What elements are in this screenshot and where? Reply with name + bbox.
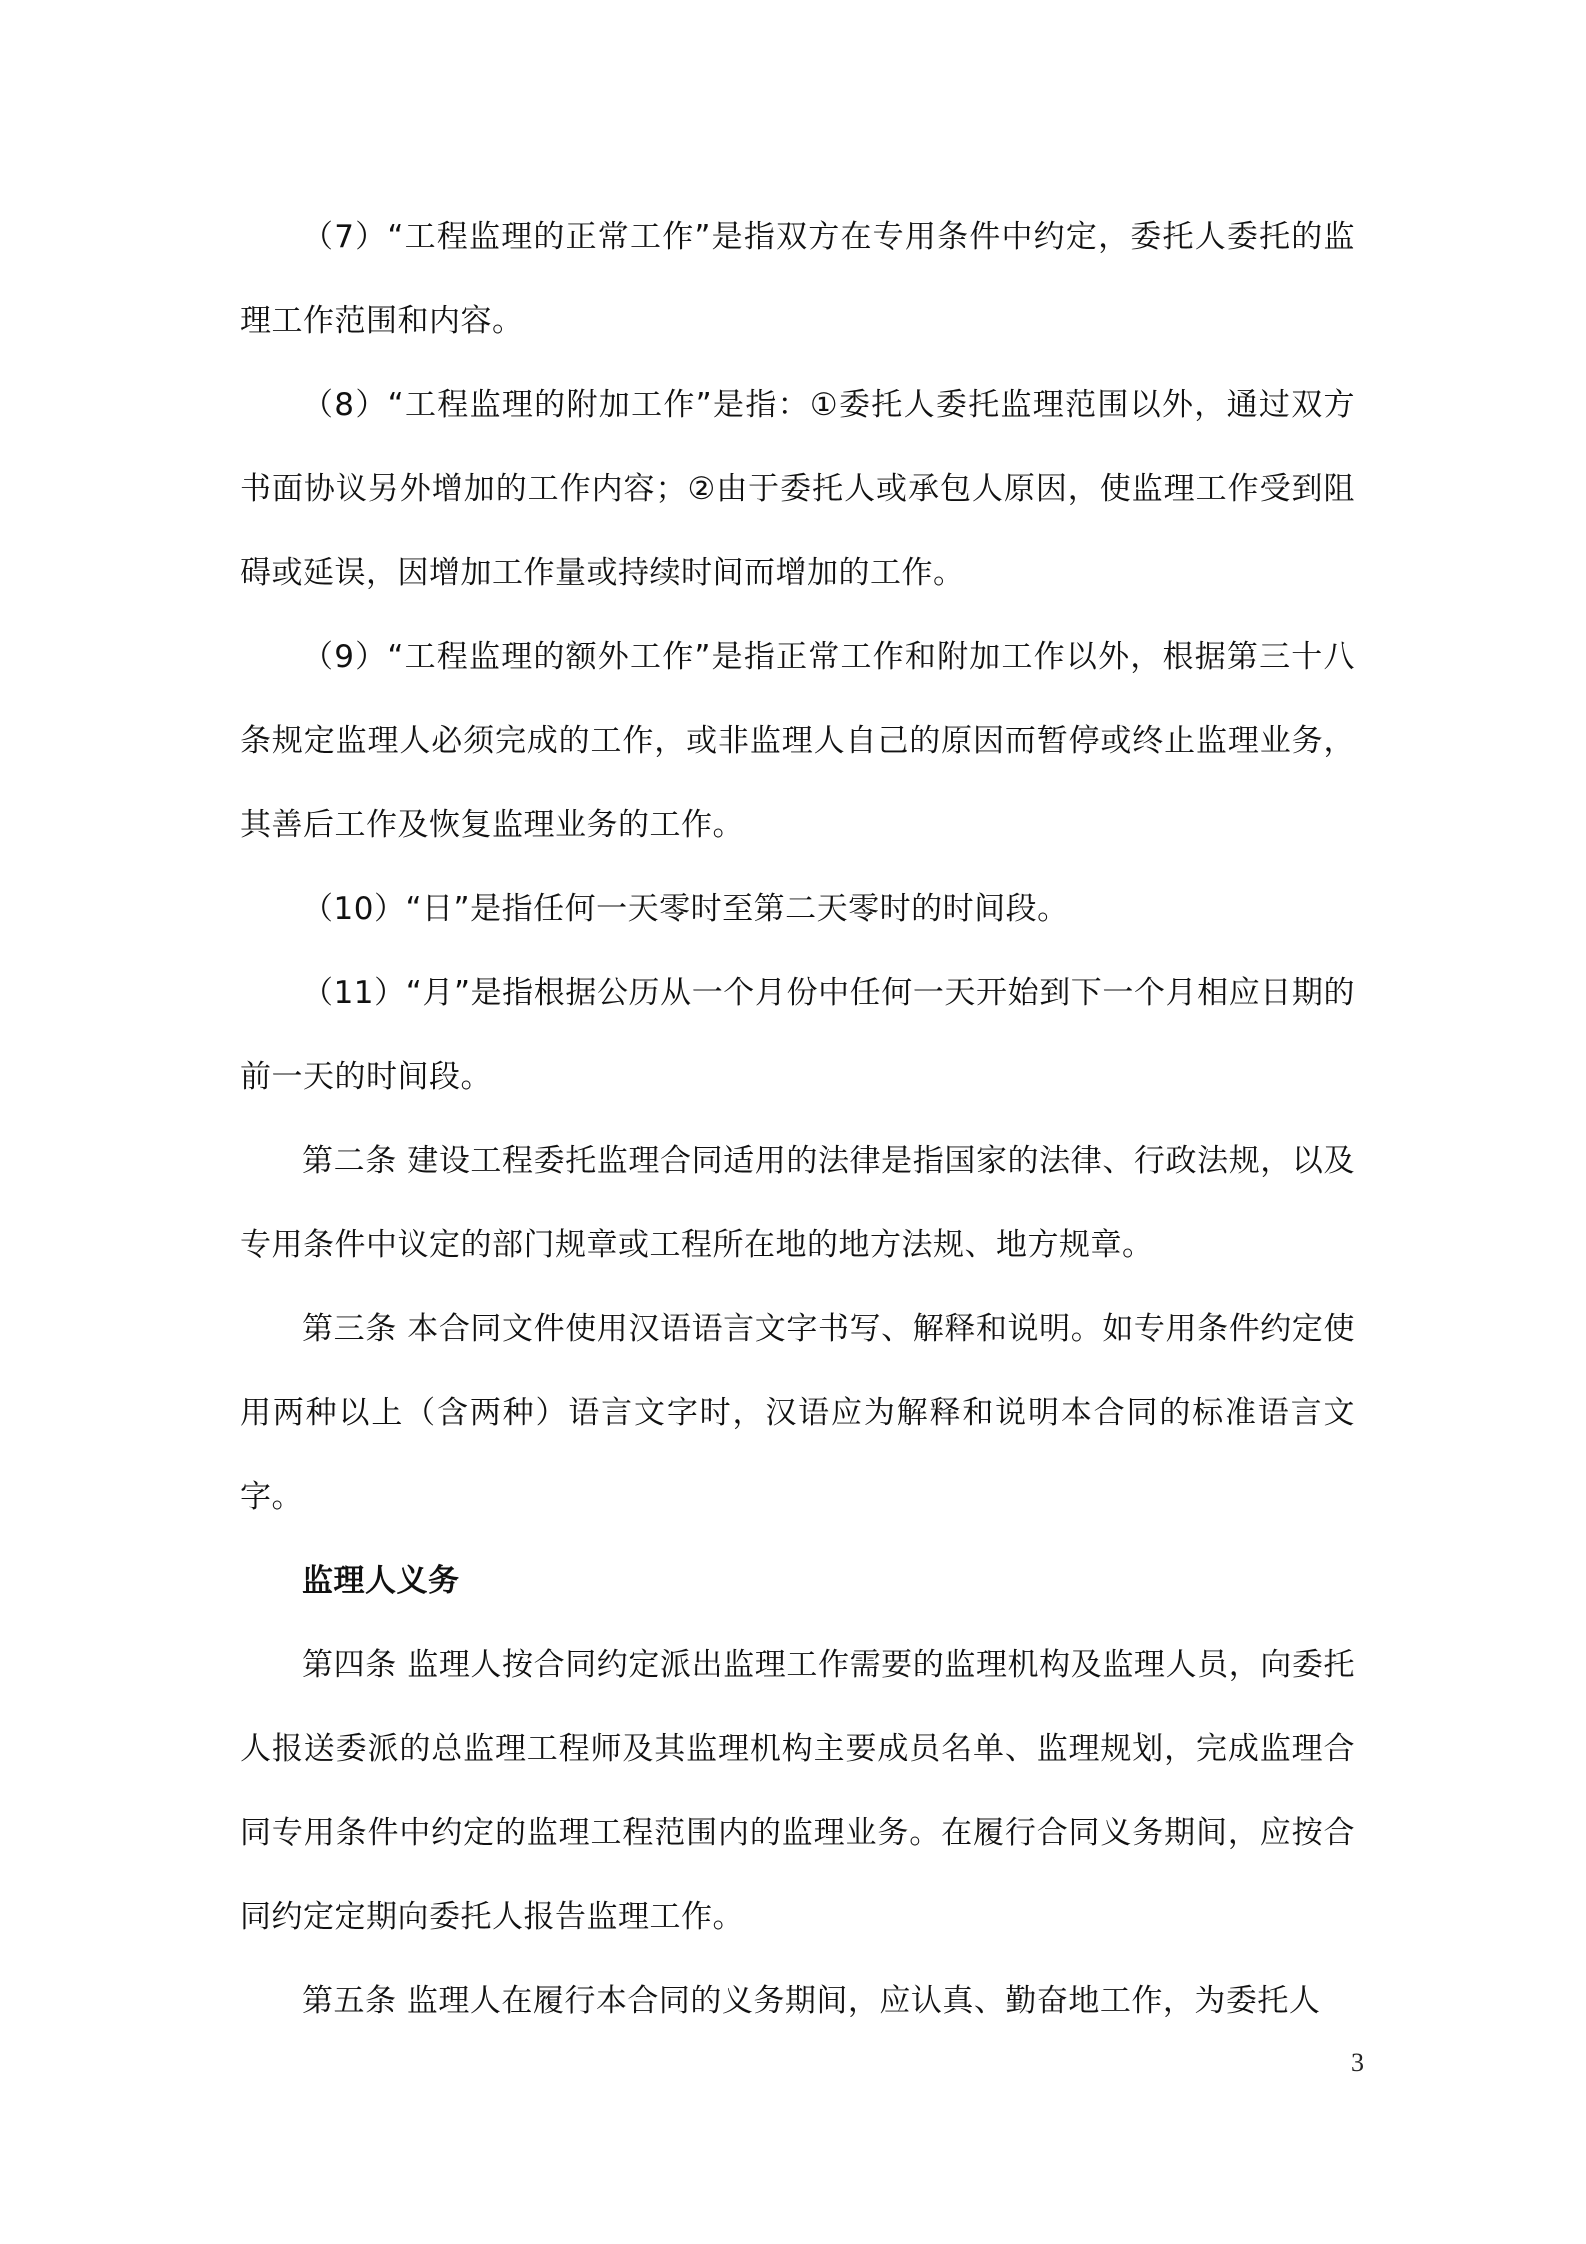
document-body bbox=[240, 195, 1355, 2043]
paragraph-extra-work: （9）“工程监理的额外工作”是指正常工作和附加工作以外，根据第三十八条规定监理人必须完成的工作，或非监理人自己的原因而暂停或终止监理业务，其善后工作及恢复监理业务的工作。 bbox=[240, 639, 1355, 843]
section-heading: 监理人义务 bbox=[302, 1563, 460, 1599]
paragraph-additional-work: （8）“工程监理的附加工作”是指：①委托人委托监理范围以外，通过双方书面协议另外增加的工作内容；②由于委托人或承包人原因，使监理工作受到阻碍或延误，因增加工作量或持续时间而增加的工作。 bbox=[240, 387, 1355, 591]
paragraph-month-definition: （11）“月”是指根据公历从一个月份中任何一天开始到下一个月相应日期的前一天的时间段。 bbox=[240, 975, 1355, 1095]
paragraph-normal-work: （7）“工程监理的正常工作”是指双方在专用条件中约定，委托人委托的监理工作范围和内容。 bbox=[240, 219, 1355, 339]
paragraph-article-4: 第四条 监理人按合同约定派出监理工作需要的监理机构及监理人员，向委托人报送委派的总监理工程师及其监理机构主要成员名单、监理规划，完成监理合同专用条件中约定的监理工程范围内的监理业务。在履行合同义务期间，应按合同约定定期向委托人报告监理工作。 bbox=[240, 1647, 1355, 1935]
page-number: 3 bbox=[1351, 2048, 1364, 2077]
paragraph-article-5: 第五条 监理人在履行本合同的义务期间，应认真、勤奋地工作，为委托人 bbox=[302, 1983, 1321, 2019]
paragraph-article-2: 第二条 建设工程委托监理合同适用的法律是指国家的法律、行政法规，以及专用条件中议定的部门规章或工程所在地的地方法规、地方规章。 bbox=[240, 1143, 1355, 1263]
paragraph-day-definition: （10）“日”是指任何一天零时至第二天零时的时间段。 bbox=[302, 891, 1069, 927]
paragraph-article-3: 第三条 本合同文件使用汉语语言文字书写、解释和说明。如专用条件约定使用两种以上（含两种）语言文字时，汉语应为解释和说明本合同的标准语言文字。 bbox=[240, 1311, 1355, 1515]
